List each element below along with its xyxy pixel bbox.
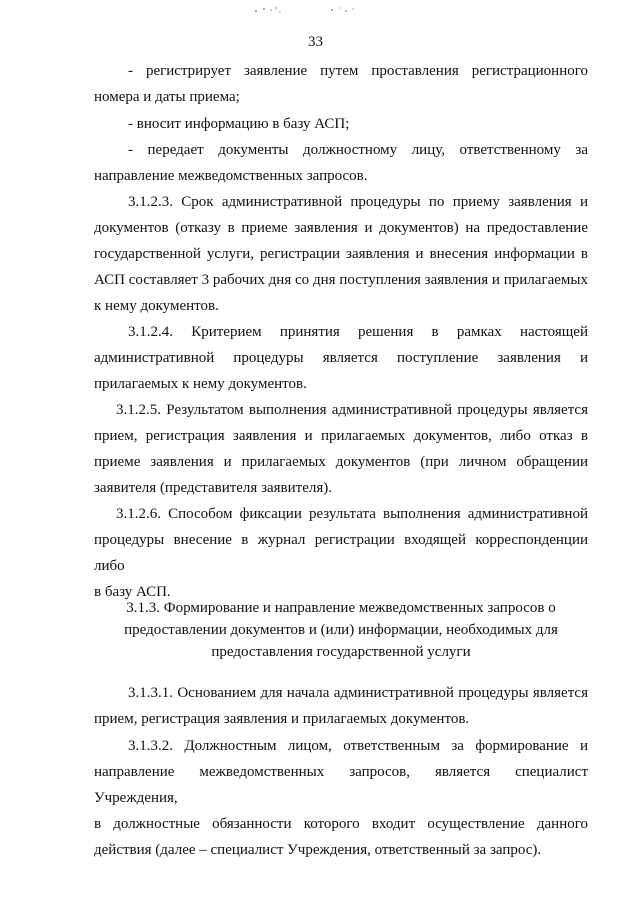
paragraph-3-1-2-3 bbox=[94, 189, 588, 319]
paragraph-line bbox=[94, 58, 588, 84]
paragraph-line: прием, регистрация заявления и прилагаемых документов, либо отказ в bbox=[94, 428, 588, 444]
paragraph-line bbox=[94, 680, 588, 706]
paragraph-line: к нему документов. bbox=[94, 298, 219, 314]
paragraph-line bbox=[94, 189, 588, 215]
paragraph-line bbox=[94, 111, 588, 137]
heading-line: 3.1.3. Формирование и направление межведомственных запросов о bbox=[126, 600, 556, 616]
line-text: 3.1.2.4. Критерием принятия решения в рамках настоящей bbox=[128, 324, 588, 340]
paragraph-line: действия (далее – специалист Учреждения, ответственный за запрос). bbox=[94, 842, 542, 858]
paragraph-line: прием, регистрация заявления и прилагаемых документов. bbox=[94, 711, 470, 727]
line-text: 3.1.2.6. Способом фиксации результата выполнения административной bbox=[116, 506, 588, 522]
line-text: 3.1.3.2. Должностным лицом, ответственным за формирование и bbox=[128, 738, 588, 754]
paragraph-3-1-2-4 bbox=[94, 319, 588, 397]
paragraph-transfers bbox=[94, 137, 588, 189]
paragraph-line: направление межведомственных запросов, является специалист Учреждения, bbox=[94, 764, 588, 806]
paragraph-line: заявителя (представителя заявителя). bbox=[94, 480, 333, 496]
paragraph-line: направление межведомственных запросов. bbox=[94, 168, 368, 184]
paragraph-line bbox=[94, 501, 588, 527]
paragraph-3-1-3-2 bbox=[94, 733, 588, 863]
paragraph-line: АСП составляет 3 рабочих дня со дня поступления заявления и прилагаемых bbox=[94, 272, 588, 288]
paragraph-line: государственной услуги, регистрации заявления и внесения информации в bbox=[94, 246, 588, 262]
heading-line: предоставления государственной услуги bbox=[211, 644, 471, 660]
line-text: - регистрирует заявление путем проставления регистрационного bbox=[128, 63, 588, 79]
paragraph-line: в базу АСП. bbox=[94, 584, 171, 600]
paragraph-line bbox=[94, 733, 588, 759]
paragraph-line: административной процедуры является поступление заявления и bbox=[94, 350, 588, 366]
paragraph-line bbox=[94, 319, 588, 345]
line-text: 3.1.2.3. Срок административной процедуры по приему заявления и bbox=[128, 194, 588, 210]
line-text: 3.1.2.5. Результатом выполнения административной процедуры является bbox=[116, 402, 588, 418]
paragraph-3-1-2-5 bbox=[94, 397, 588, 501]
line-text: 3.1.3.1. Основанием для начала административной процедуры является bbox=[128, 685, 588, 701]
heading-line: предоставлении документов и (или) информации, необходимых для bbox=[124, 622, 558, 638]
paragraph-registers bbox=[94, 58, 588, 110]
paragraph-3-1-3-1 bbox=[94, 680, 588, 732]
paragraph-line: прилагаемых к нему документов. bbox=[94, 376, 307, 392]
paragraph-line: в должностные обязанности которого входит осуществление данного bbox=[94, 816, 588, 832]
line-text: - передает документы должностному лицу, ответственному за bbox=[128, 142, 588, 158]
line-text: - вносит информацию в базу АСП; bbox=[128, 116, 350, 132]
paragraph-line: документов (отказу в приеме заявления и документов) на предоставление bbox=[94, 220, 588, 236]
paragraph-line bbox=[94, 397, 588, 423]
paragraph-line: номера и даты приема; bbox=[94, 89, 240, 105]
paragraph-line: приеме заявления и прилагаемых документов (при личном обращении bbox=[94, 454, 588, 470]
scan-specks bbox=[240, 0, 380, 16]
paragraph-enters-info bbox=[94, 111, 588, 137]
paragraph-line bbox=[94, 137, 588, 163]
paragraph-line: процедуры внесение в журнал регистрации входящей корреспонденции либо bbox=[94, 532, 588, 574]
page-number: 33 bbox=[308, 34, 323, 50]
section-heading-3-1-3 bbox=[94, 597, 588, 663]
paragraph-3-1-2-6 bbox=[94, 501, 588, 605]
